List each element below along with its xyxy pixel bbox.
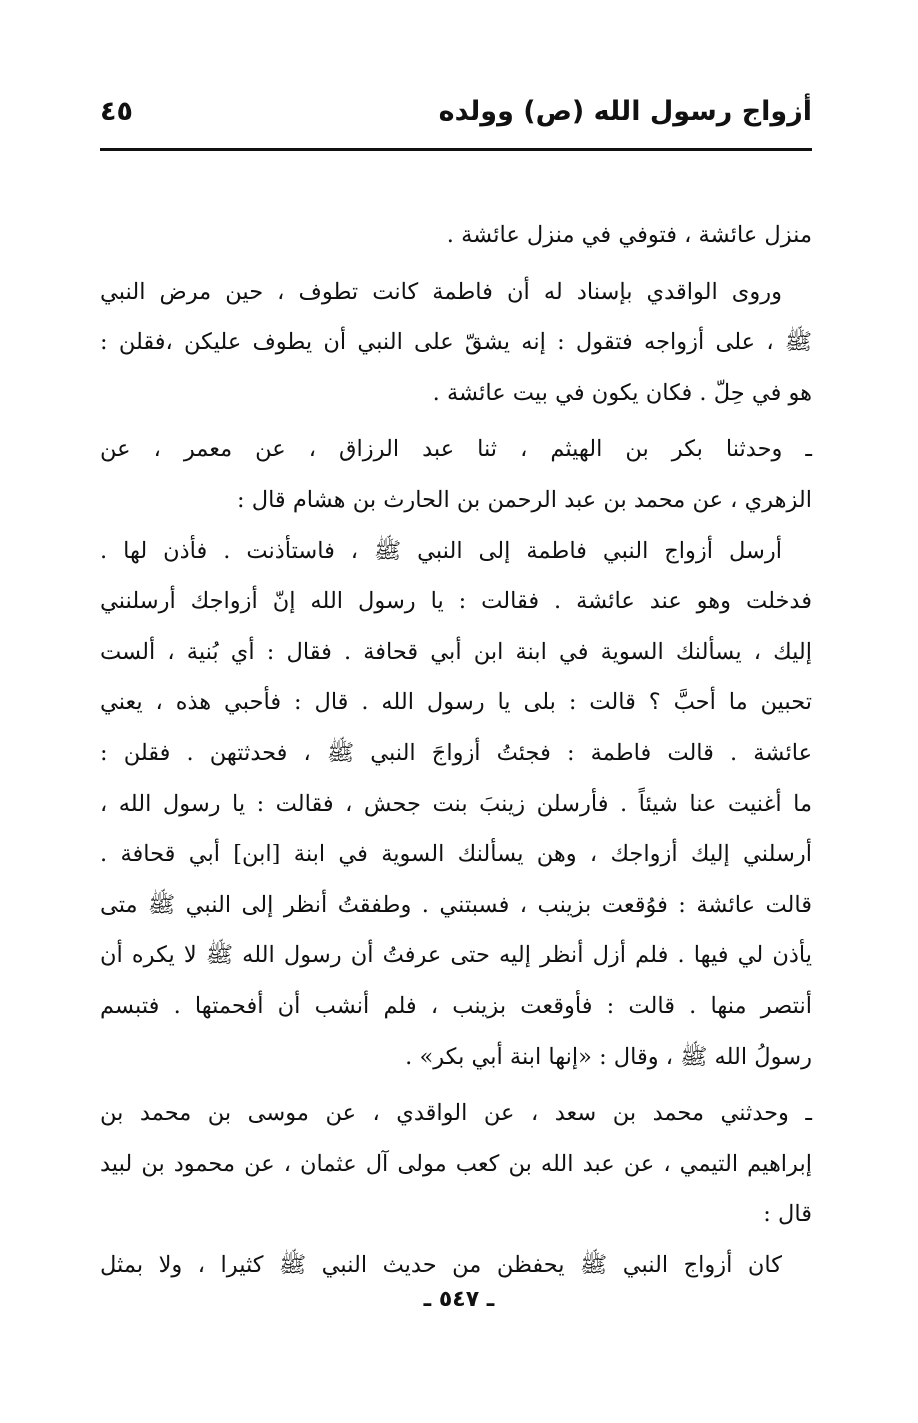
text-line: ـ وحدثنا بكر بن الهيثم ، ثنا عبد الرزاق ، عن معمر ، عن — [100, 436, 812, 463]
running-header — [100, 92, 812, 142]
text-line: قالت عائشة : فوُقعت بزينب ، فسبتني . وطفقتُ أنظر إلى النبي ﷺ متى — [100, 891, 812, 918]
text-line: كان أزواج النبي ﷺ يحفظن من حديث النبي ﷺ كثيرا ، ولا بمثل — [100, 1251, 782, 1278]
body-text — [100, 210, 812, 1290]
text-line: هو في حِلّ . فكان يكون في بيت عائشة . — [432, 379, 812, 406]
text-line: ـ وحدثني محمد بن سعد ، عن الواقدي ، عن موسى بن محمد بن — [100, 1100, 812, 1127]
text-line: يأذن لي فيها . فلم أزل أنظر إليه حتى عرفتُ أن رسول الله ﷺ لا يكره أن — [100, 942, 812, 969]
text-line: إبراهيم التيمي ، عن عبد الله بن كعب مولى آل عثمان ، عن محمود بن لبيد — [100, 1150, 812, 1177]
text-line: ﷺ ، على أزواجه فتقول : إنه يشقّ على النبي أن يطوف عليكن ،فقلن : — [100, 329, 812, 356]
chapter-title: أزواج رسول الله (ص) وولده — [438, 96, 812, 127]
header-page-number: ٤٥ — [100, 96, 133, 127]
text-line: رسولُ الله ﷺ ، وقال : «إنها ابنة أبي بكر» . — [405, 1043, 812, 1070]
text-line: أرسل أزواج النبي فاطمة إلى النبي ﷺ ، فاستأذنت . فأذن لها . — [100, 537, 782, 564]
text-line: أرسلني إليك أزواجك ، وهن يسألنك السوية في ابنة [ابن] أبي قحافة . — [100, 841, 812, 868]
text-line: وروى الواقدي بإسناد له أن فاطمة كانت تطوف ، حين مرض النبي — [100, 278, 782, 305]
text-line: عائشة . قالت فاطمة : فجئتُ أزواجَ النبي ﷺ ، فحدثتهن . فقلن : — [100, 739, 812, 766]
text-line: أنتصر منها . قالت : فأوقعت بزينب ، فلم أنشب أن أفحمتها . فتبسم — [100, 992, 812, 1019]
text-line: قال : — [763, 1201, 812, 1228]
text-line: إليك ، يسألنك السوية في ابنة ابن أبي قحافة . فقال : أي بُنية ، ألست — [100, 638, 812, 665]
header-rule — [100, 148, 812, 151]
footer-page-number: ـ ٥٤٧ ـ — [423, 1287, 495, 1312]
text-line: منزل عائشة ، فتوفي في منزل عائشة . — [446, 222, 812, 248]
text-line: الزهري ، عن محمد بن عبد الرحمن بن الحارث بن هشام قال : — [236, 486, 812, 513]
text-line: تحبين ما أحبَّ ؟ قالت : بلى يا رسول الله . قال : فأحبي هذه ، يعني — [100, 689, 812, 716]
text-line: فدخلت وهو عند عائشة . فقالت : يا رسول الله إنّ أزواجك أرسلنني — [100, 588, 812, 615]
text-line: ما أغنيت عنا شيئاً . فأرسلن زينبَ بنت جحش ، فقالت : يا رسول الله ، — [100, 790, 812, 817]
